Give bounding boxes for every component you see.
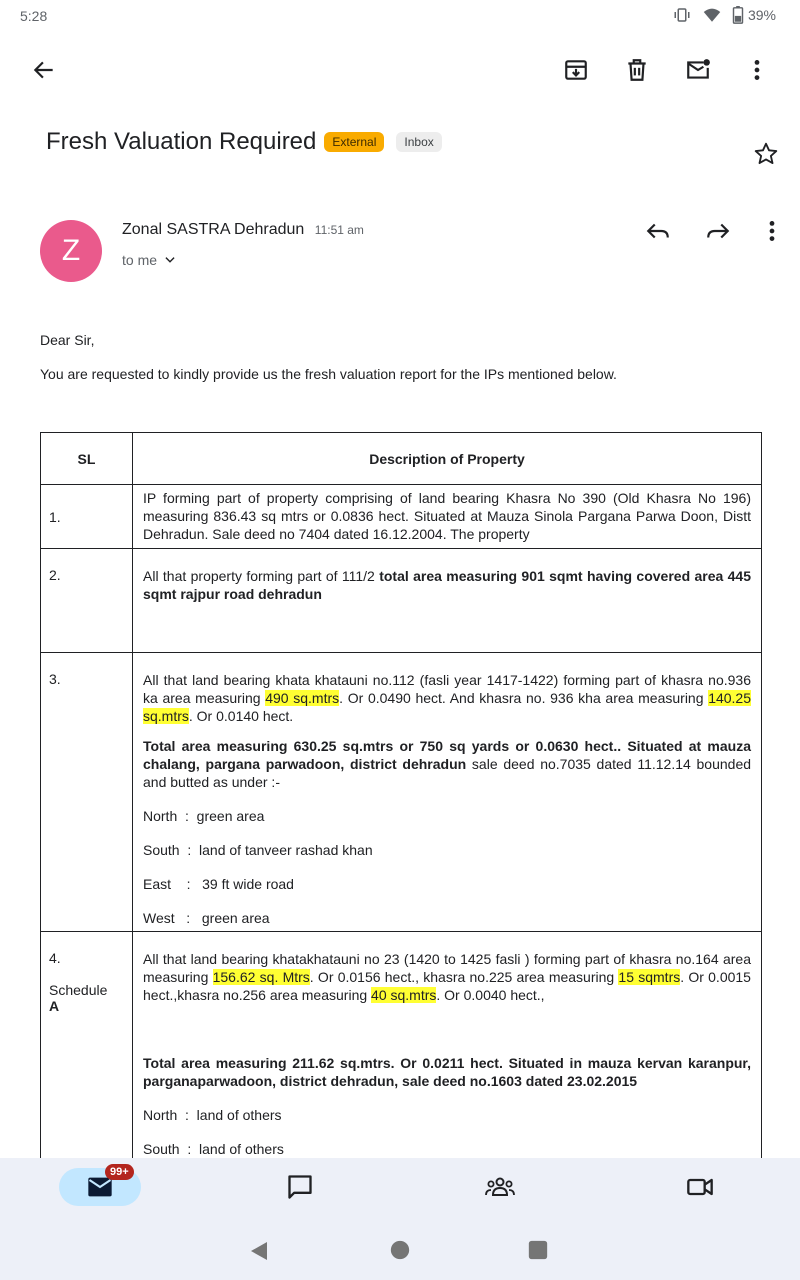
status-bar bbox=[0, 0, 800, 32]
highlighted-text: 40 sq.mtrs bbox=[371, 987, 437, 1003]
forward-button[interactable] bbox=[698, 211, 738, 251]
email-body bbox=[40, 330, 762, 384]
row-sl: 3. bbox=[41, 653, 133, 932]
schedule-label: Schedule bbox=[49, 982, 108, 998]
message-more-button[interactable] bbox=[752, 211, 792, 251]
row-description bbox=[133, 653, 762, 932]
trash-icon bbox=[624, 57, 650, 83]
highlighted-text: 140.25 sq.mtrs bbox=[143, 690, 752, 724]
row-sl: 4. bbox=[49, 950, 61, 966]
mark-unread-icon bbox=[685, 57, 711, 83]
reply-button[interactable] bbox=[638, 211, 678, 251]
system-recents-icon[interactable] bbox=[527, 1239, 549, 1261]
column-header-description: Description of Property bbox=[133, 433, 762, 485]
row-text: . Or 0.0140 hect. bbox=[188, 708, 294, 724]
system-home-icon[interactable] bbox=[389, 1239, 411, 1261]
meet-people-icon bbox=[484, 1173, 516, 1201]
table-header-row bbox=[41, 433, 762, 485]
recipients-toggle[interactable] bbox=[122, 252, 177, 268]
row-text: All that land bearing khatakhatauni no 23 (1420 to 1425 fasli ) forming part of khasra no.164 area measuring bbox=[143, 951, 751, 985]
email-subject: Fresh Valuation Required bbox=[46, 128, 317, 155]
battery-percent: 39% bbox=[747, 7, 776, 23]
mark-unread-button[interactable] bbox=[678, 50, 718, 90]
row-text: All that property forming part of 111/2 bbox=[143, 568, 380, 584]
unread-count-badge: 99+ bbox=[105, 1164, 134, 1180]
schedule-letter: A bbox=[49, 998, 60, 1014]
archive-button[interactable] bbox=[556, 50, 596, 90]
status-time: 5:28 bbox=[20, 8, 48, 24]
app-bar bbox=[0, 42, 800, 98]
table-row bbox=[41, 549, 762, 653]
inbox-label[interactable]: Inbox bbox=[396, 132, 441, 152]
chevron-down-icon bbox=[163, 253, 177, 267]
battery-icon bbox=[732, 6, 744, 24]
back-button[interactable] bbox=[24, 50, 64, 90]
email-time: 11:51 am bbox=[314, 223, 364, 237]
row-bold-text: total area measuring 901 sqmt having covered area 445 sqmt rajpur road dehradun bbox=[143, 568, 751, 602]
delete-button[interactable] bbox=[617, 50, 657, 90]
row-paragraph bbox=[143, 671, 751, 725]
row-paragraph bbox=[143, 950, 751, 1004]
property-table bbox=[40, 432, 762, 1203]
row-text: All that land bearing khata khatauni no.112 (fasli year 1417-1422) forming part of khasra no.936 ka area measuring bbox=[143, 672, 751, 706]
reply-icon bbox=[645, 218, 671, 244]
nav-tab-mail[interactable] bbox=[59, 1168, 141, 1206]
highlighted-text: 490 sq.mtrs bbox=[265, 690, 340, 706]
table-row bbox=[41, 485, 762, 549]
highlighted-text: 156.62 sq. Mtrs bbox=[212, 969, 310, 985]
row-text: . Or 0.0490 hect. And khasra no. 936 kha area measuring bbox=[339, 690, 709, 706]
more-vert-icon bbox=[744, 57, 770, 83]
greeting: Dear Sir, bbox=[40, 332, 95, 348]
row-paragraph bbox=[143, 737, 751, 791]
boundary-south: South : land of tanveer rashad khan bbox=[143, 842, 373, 858]
vibrate-icon bbox=[672, 6, 692, 24]
system-navigation-bar bbox=[0, 1236, 800, 1266]
intro-text: You are requested to kindly provide us the fresh valuation report for the IPs mentioned below. bbox=[40, 366, 617, 382]
table-row bbox=[41, 653, 762, 932]
boundary-north: North : land of others bbox=[143, 1107, 282, 1123]
column-header-sl: SL bbox=[41, 433, 133, 485]
boundary-south: South : land of others bbox=[143, 1141, 284, 1157]
more-options-button[interactable] bbox=[737, 50, 777, 90]
subject-row bbox=[46, 122, 780, 162]
highlighted-text: 15 sqmtrs bbox=[618, 969, 681, 985]
forward-icon bbox=[705, 218, 731, 244]
boundary-east: East : 39 ft wide road bbox=[143, 876, 294, 892]
boundary-west: West : green area bbox=[143, 910, 270, 926]
video-icon bbox=[686, 1173, 714, 1201]
row-bold-text: Total area measuring 211.62 sq.mtrs. Or 0.0211 hect. Situated in mauza kervan karanpur, parganaparwadoon, district dehradun, sale deed no.1603 dated 23.02.2015 bbox=[143, 1055, 751, 1089]
row-description bbox=[133, 549, 762, 653]
row-bold-text: Total area measuring 630.25 sq.mtrs or 750 sq yards or 0.0630 hect.. Situated at mauza chalang, pargana parwadoon, district dehradun bbox=[143, 738, 751, 772]
sender-avatar[interactable]: Z bbox=[40, 220, 102, 282]
sender-name[interactable]: Zonal SASTRA Dehradun bbox=[122, 221, 305, 238]
row-paragraph bbox=[143, 1054, 751, 1090]
star-button[interactable] bbox=[746, 134, 786, 174]
external-label: External bbox=[324, 132, 384, 152]
nav-tab-spaces[interactable] bbox=[459, 1168, 541, 1206]
row-text: . Or 0.0040 hect., bbox=[436, 987, 545, 1003]
sender-line bbox=[122, 221, 364, 239]
archive-icon bbox=[563, 57, 589, 83]
recipients-text: to me bbox=[122, 252, 158, 268]
status-icons bbox=[672, 6, 776, 24]
row-text: sale deed no.7035 dated 11.12.14 bounded and butted as under :- bbox=[143, 756, 752, 790]
nav-tab-chat[interactable] bbox=[259, 1168, 341, 1206]
nav-tab-meet[interactable] bbox=[659, 1168, 741, 1206]
row-text: . Or 0.0156 hect., khasra no.225 area measuring bbox=[309, 969, 619, 985]
star-icon bbox=[753, 141, 779, 167]
row-sl: 1. bbox=[41, 485, 133, 549]
system-back-icon[interactable] bbox=[247, 1239, 271, 1263]
boundary-north: North : green area bbox=[143, 808, 265, 824]
row-sl: 2. bbox=[41, 549, 133, 653]
more-vert-icon bbox=[759, 218, 785, 244]
row-description: IP forming part of property comprising of land bearing Khasra No 390 (Old Khasra No 196) measuring 836.43 sq mtrs or 0.0836 hect. Situated at Mauza Sinola Pargana Parwa Doon, Distt Dehradun. Sale deed no 7404 dated 16.12.2004. The property bbox=[133, 485, 762, 549]
chat-icon bbox=[286, 1173, 314, 1201]
row-text: . Or 0.0015 hect.,khasra no.256 area measuring bbox=[143, 969, 751, 1003]
arrow-back-icon bbox=[31, 57, 57, 83]
wifi-icon bbox=[702, 6, 722, 24]
